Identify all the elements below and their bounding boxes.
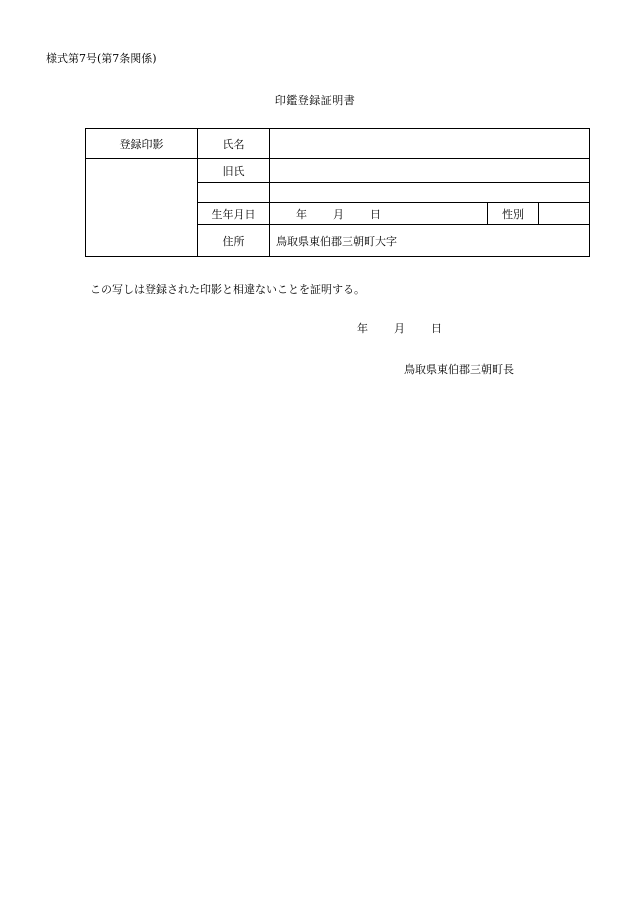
name-label-cell: 氏名 (198, 129, 270, 159)
gender-label-cell: 性別 (488, 203, 539, 225)
issue-date (357, 320, 442, 336)
name-value-cell (270, 129, 590, 159)
certification-statement: この写しは登録された印影と相違ないことを証明する。 (90, 283, 365, 296)
blank-value-cell (270, 183, 590, 203)
former-name-value-cell (270, 159, 590, 183)
form-number: 様式第7号(第7条関係) (46, 52, 157, 65)
birth-value-cell (270, 203, 488, 225)
birth-day-label: 日 (370, 207, 381, 221)
issue-day-label: 日 (431, 322, 442, 335)
birth-year-label: 年 (296, 207, 307, 221)
former-name-label-cell: 旧氏 (198, 159, 270, 183)
document-title: 印鑑登録証明書 (274, 94, 356, 107)
address-label-cell: 住所 (198, 225, 270, 257)
address-value-cell: 鳥取県東伯郡三朝町大字 (270, 225, 590, 257)
certificate-table (85, 128, 590, 257)
birth-label-cell: 生年月日 (198, 203, 270, 225)
blank-label-cell (198, 183, 270, 203)
issue-month-label: 月 (394, 322, 405, 335)
seal-impression-cell (86, 159, 198, 257)
issue-year-label: 年 (357, 322, 368, 335)
gender-value-cell (539, 203, 590, 225)
seal-label-cell: 登録印影 (86, 129, 198, 159)
birth-month-label: 月 (333, 207, 344, 221)
issuer-name: 鳥取県東伯郡三朝町長 (404, 363, 514, 376)
